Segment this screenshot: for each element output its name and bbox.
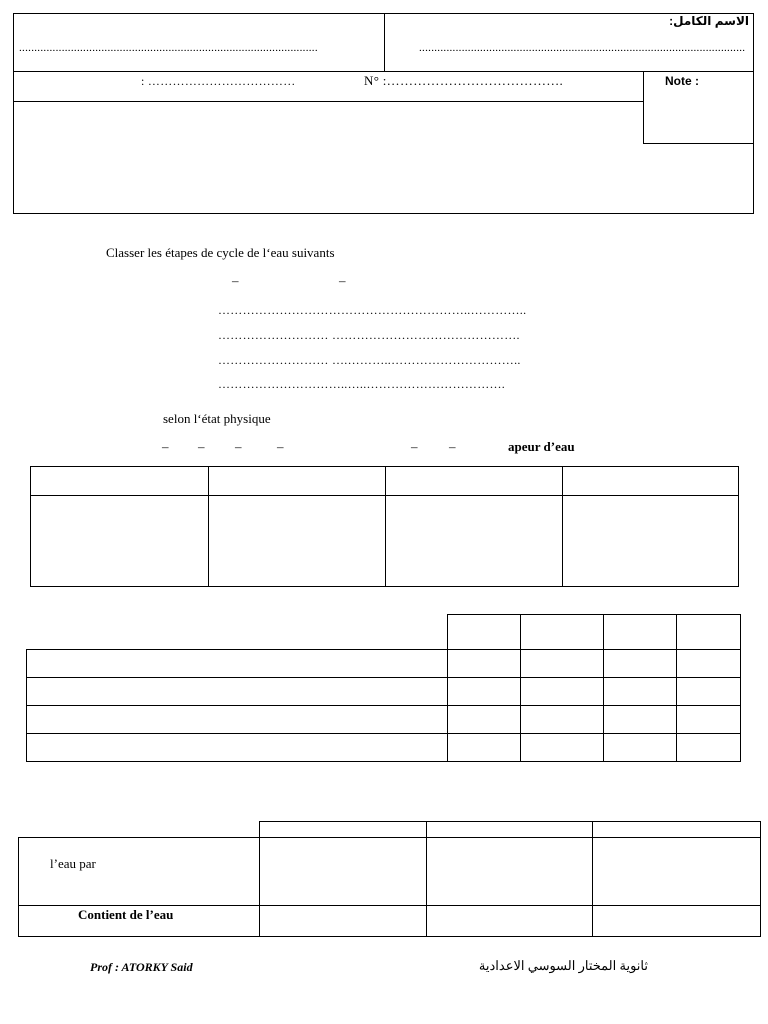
- state-table-header-cell[interactable]: [563, 467, 739, 496]
- exercise2-instruction: selon l‘état physique: [163, 411, 271, 426]
- col-divider: [426, 821, 427, 937]
- answer-line-2: ……………………… ……………………………………….: [218, 328, 520, 342]
- state-table-header-cell[interactable]: [209, 467, 386, 496]
- state-table-cell[interactable]: [386, 496, 563, 587]
- full-name-label: الاسم الكامل:: [669, 14, 749, 28]
- water-table-row2-label: Contient de l’eau: [78, 907, 174, 922]
- answer-line-3: ……………………… ….………..…………………………..: [218, 353, 521, 367]
- exercise2-dash-4: –: [277, 439, 284, 454]
- exercise2-bold-word: apeur d’eau: [508, 439, 575, 454]
- answer-line-1: ……………………………………………………..…………..: [218, 303, 527, 317]
- col-divider: [592, 821, 593, 937]
- water-table-header: [259, 821, 761, 838]
- state-table-header-cell[interactable]: [386, 467, 563, 496]
- state-table-cell[interactable]: [563, 496, 739, 587]
- row-divider: [26, 705, 741, 706]
- exercise2-dash-1: –: [162, 439, 169, 454]
- teacher-name: Prof : ATORKY Said: [90, 960, 193, 974]
- class-field: : ………………………………: [141, 74, 296, 88]
- col-divider: [259, 837, 260, 937]
- header-name-split: [384, 13, 385, 71]
- state-table-cell[interactable]: [209, 496, 386, 587]
- row-divider: [26, 677, 741, 678]
- exercise1-dash-2: –: [339, 273, 346, 288]
- state-table-cell[interactable]: [31, 496, 209, 587]
- header-info-underline: [13, 101, 644, 102]
- row-divider: [18, 905, 761, 906]
- exercise2-dash-5: –: [411, 439, 418, 454]
- exercise1-instruction: Classer les étapes de cycle de l‘eau suivants: [106, 245, 335, 260]
- exercise2-dash-3: –: [235, 439, 242, 454]
- exercise1-dash-1: –: [232, 273, 239, 288]
- exercise2-dash-2: –: [198, 439, 205, 454]
- water-table-row1-label: l’eau par: [50, 856, 96, 871]
- state-table: [30, 466, 739, 587]
- exercise2-dash-6: –: [449, 439, 456, 454]
- classification-table-header: [447, 614, 741, 650]
- name-dots-right: ...........................................................................................................: [419, 42, 746, 54]
- note-label: Note :: [665, 74, 699, 88]
- answer-line-4: …………………………..…..…………………………….: [218, 377, 506, 391]
- number-field: N° :………………………………….: [364, 73, 564, 88]
- school-name: ثانوية المختار السوسي الاعدادية: [478, 958, 648, 973]
- name-dots-left: ..................................................................................................: [19, 42, 318, 54]
- state-table-header-cell[interactable]: [31, 467, 209, 496]
- row-divider: [26, 733, 741, 734]
